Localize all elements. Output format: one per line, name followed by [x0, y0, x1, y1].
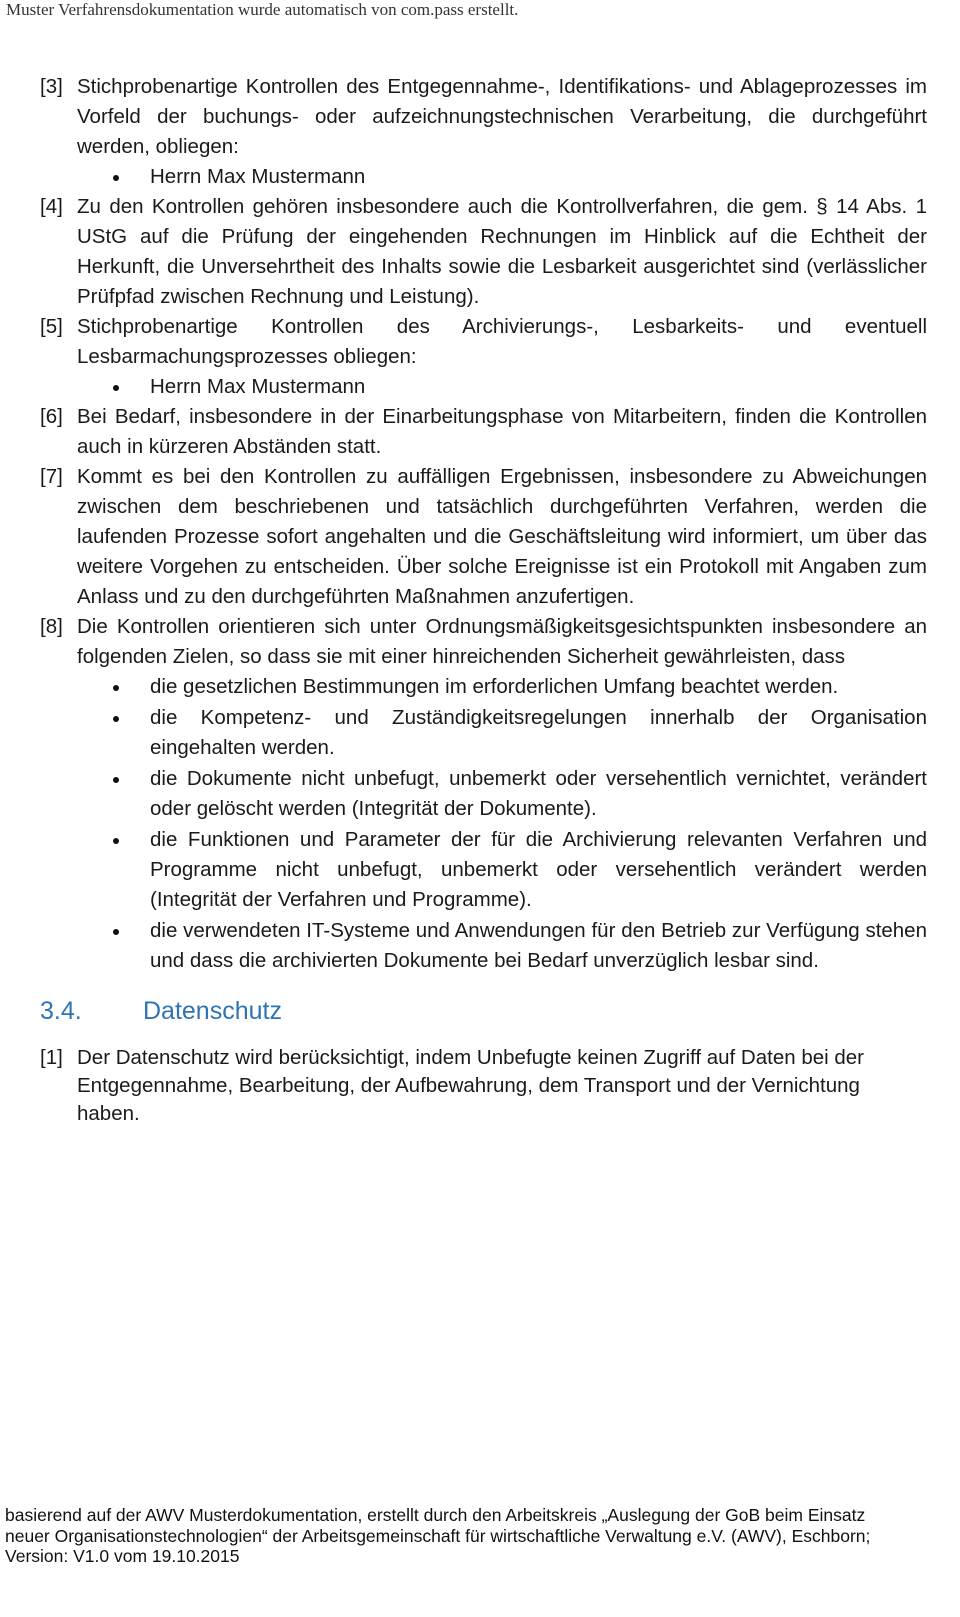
- paragraph-7: [40, 462, 927, 612]
- bullet-item: [40, 672, 927, 702]
- bullet-item: [40, 916, 927, 976]
- paragraph-number: [1]: [40, 1046, 63, 1069]
- section-title: Datenschutz: [143, 997, 282, 1025]
- bullet-item: [40, 764, 927, 824]
- paragraph-text: Bei Bedarf, insbesondere in der Einarbeitungsphase von Mitarbeitern, finden die Kontrollen auch in kürzeren Abständen statt.: [77, 405, 927, 458]
- bullet-item: [40, 825, 927, 915]
- bullet-icon: [40, 703, 150, 733]
- paragraph-text: Kommt es bei den Kontrollen zu auffälligen Ergebnissen, insbesondere zu Abweichungen zwischen dem beschriebenen und tatsächlich durchgeführten Verfahren, werden die laufenden Prozesse sofort angehalten und die Geschäftsleitung wird informiert, um über das weitere Vorgehen zu entscheiden. Über solche Ereignisse ist ein Protokoll mit Angaben zum Anlass und zu den durchgeführten Maßnahmen anzufertigen.: [77, 465, 927, 608]
- paragraph-4: [40, 192, 927, 312]
- paragraph-3: [40, 72, 927, 162]
- bullet-text: die Funktionen und Parameter der für die Archivierung relevanten Verfahren und Programme nicht unbefugt, unbemerkt oder versehentlich verändert werden (Integrität der Verfahren und Programme).: [150, 828, 927, 911]
- paragraph-text: Stichprobenartige Kontrollen des Archivierungs-, Lesbarkeits- und eventuell Lesbarmachungsprozesses obliegen:: [77, 315, 927, 368]
- section-number: 3.4.: [40, 997, 82, 1025]
- paragraph-1: [40, 1044, 927, 1128]
- bullet-text: die verwendeten IT-Systeme und Anwendungen für den Betrieb zur Verfügung stehen und dass die archivierten Dokumente bei Bedarf unverzüglich lesbar sind.: [150, 919, 927, 972]
- bullet-text: die Kompetenz- und Zuständigkeitsregelungen innerhalb der Organisation eingehalten werden.: [150, 706, 927, 759]
- paragraph-5: [40, 312, 927, 372]
- bullet-icon: [40, 764, 150, 794]
- bullet-icon: [40, 916, 150, 946]
- section-heading: [40, 994, 927, 1028]
- bullet-icon: [40, 825, 150, 855]
- paragraph-8: [40, 612, 927, 672]
- paragraph-number: [6]: [40, 405, 63, 428]
- paragraph-number: [4]: [40, 195, 63, 218]
- bullet-text: die Dokumente nicht unbefugt, unbemerkt oder versehentlich vernichtet, verändert oder gelöscht werden (Integrität der Dokumente).: [150, 767, 927, 820]
- footer-line: Version: V1.0 vom 19.10.2015: [5, 1546, 240, 1567]
- bullet-text: die gesetzlichen Bestimmungen im erforderlichen Umfang beachtet werden.: [150, 675, 839, 698]
- bullet-text: Herrn Max Mustermann: [150, 375, 366, 398]
- paragraph-number: [8]: [40, 615, 63, 638]
- paragraph-6: [40, 402, 927, 462]
- page-header: Muster Verfahrensdokumentation wurde automatisch von com.pass erstellt.: [6, 0, 519, 19]
- footer-line: neuer Organisationstechnologien“ der Arbeitsgemeinschaft für wirtschaftliche Verwaltung e.V. (AWV), Eschborn;: [5, 1525, 871, 1546]
- bullet-icon: [40, 162, 150, 192]
- footer-line: basierend auf der AWV Musterdokumentation, erstellt durch den Arbeitskreis „Auslegung der GoB beim Einsatz: [5, 1505, 866, 1525]
- bullet-icon: [40, 372, 150, 402]
- paragraph-number: [5]: [40, 315, 63, 338]
- paragraph-text: Stichprobenartige Kontrollen des Entgegennahme-, Identifikations- und Ablageprozesses im Vorfeld der buchungs- oder aufzeichnungstechnischen Verarbeitung, die durchgeführt werden, obliegen:: [77, 75, 927, 158]
- paragraph-number: [3]: [40, 75, 63, 98]
- bullet-icon: [40, 672, 150, 702]
- bullet-item: [40, 162, 927, 192]
- paragraph-text: Zu den Kontrollen gehören insbesondere auch die Kontrollverfahren, die gem. § 14 Abs. 1 UStG auf die Prüfung der eingehenden Rechnungen im Hinblick auf die Echtheit der Herkunft, die Unversehrtheit des Inhalts sowie die Lesbarkeit ausgerichtet sind (verlässlicher Prüfpfad zwischen Rechnung und Leistung).: [77, 195, 927, 308]
- bullet-item: [40, 703, 927, 763]
- bullet-text: Herrn Max Mustermann: [150, 165, 366, 188]
- paragraph-text: Die Kontrollen orientieren sich unter Ordnungsmäßigkeitsgesichtspunkten insbesondere an folgenden Zielen, so dass sie mit einer hinreichenden Sicherheit gewährleisten, dass: [77, 615, 927, 668]
- bullet-item: [40, 372, 927, 402]
- paragraph-text: Der Datenschutz wird berücksichtigt, indem Unbefugte keinen Zugriff auf Daten bei der Entgegennahme, Bearbeitung, der Aufbewahrung, dem Transport und der Vernichtung haben.: [77, 1046, 865, 1125]
- page-footer: [5, 1505, 870, 1567]
- document-body: [40, 72, 927, 1128]
- paragraph-number: [7]: [40, 465, 63, 488]
